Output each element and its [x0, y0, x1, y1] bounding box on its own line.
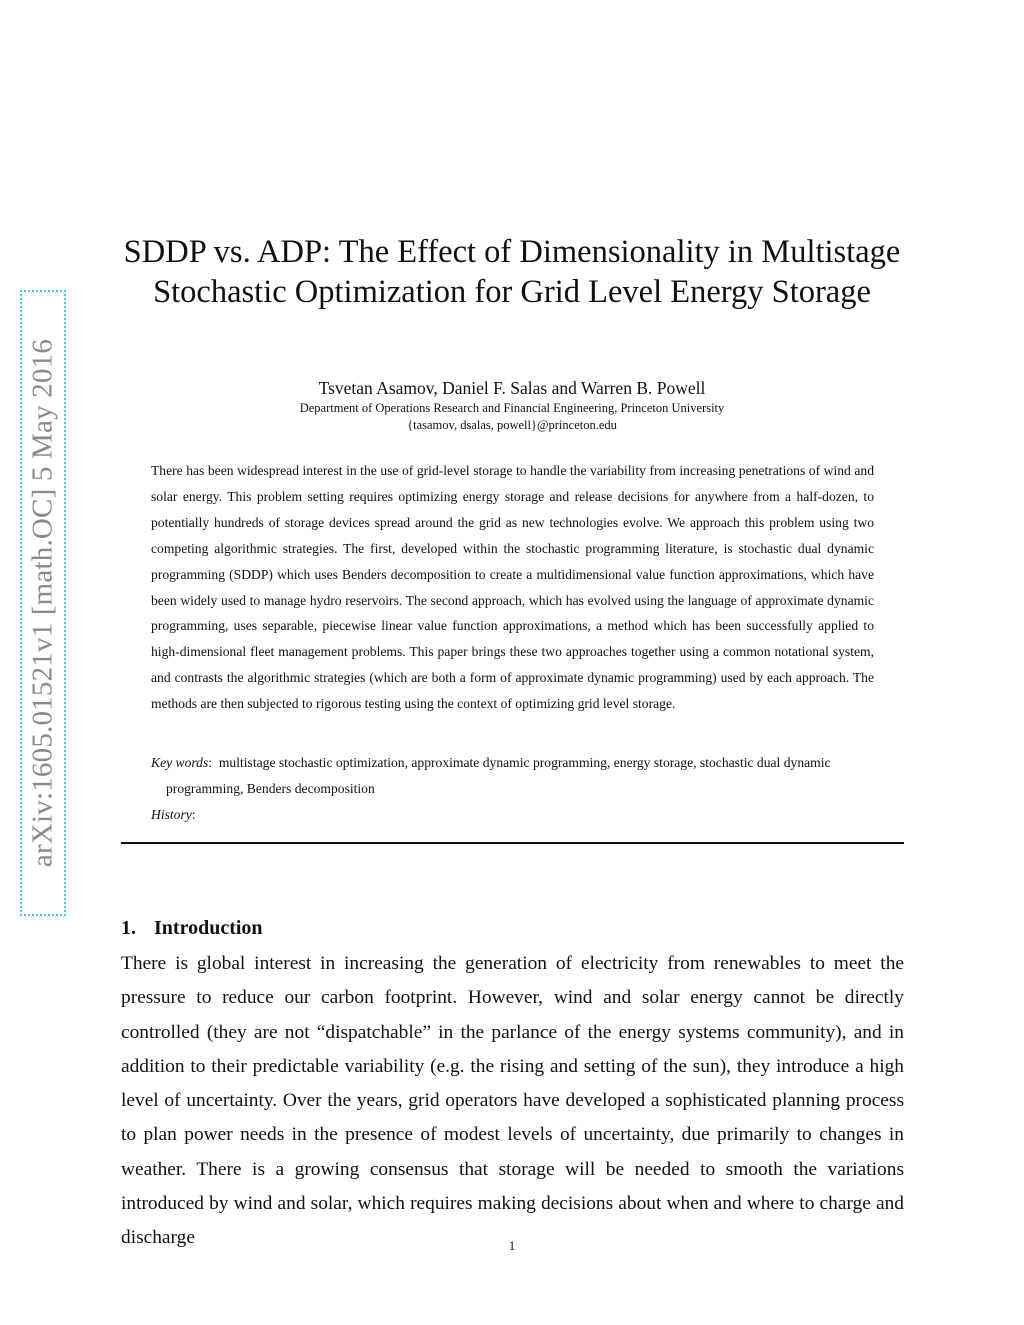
paper-title: SDDP vs. ADP: The Effect of Dimensionality in Multistage Stochastic Optimization for Grid Level Energy Storage [123, 234, 901, 310]
section-number: 1. [121, 917, 136, 939]
arxiv-stamp [20, 290, 66, 916]
section-divider [121, 842, 904, 844]
keywords-label: Key words [151, 755, 209, 770]
author-list: Tsvetan Asamov, Daniel F. Salas and Warren B. Powell [318, 378, 706, 398]
section-heading [121, 914, 263, 942]
section-title: Introduction [154, 917, 263, 939]
abstract: There has been widespread interest in the use of grid-level storage to handle the variability from increasing penetrations of wind and solar energy. This problem setting requires optimizing energy storage and release decisions for anywhere from a half-dozen, to potentially hundreds of storage devices spread around the grid as new technologies evolve. We approach this problem using two competing algorithmic strategies. The first, developed within the stochastic programming literature, is stochastic dual dynamic programming (SDDP) which uses Benders decomposition to create a multidimensional value function approximations, which have been widely used to manage hydro reservoirs. The second approach, which has evolved using the language of approximate dynamic programming, uses separable, piecewise linear value function approximations, a method which has been successfully applied to high-dimensional fleet management problems. This paper brings these two approaches together using a common notational system, and contrasts the algorithmic strategies (which are both a form of approximate dynamic programming) used by each approach. The methods are then subjected to rigorous testing using the context of optimizing grid level storage. [151, 463, 874, 712]
history-label: History [151, 807, 192, 822]
history-block: History: [151, 807, 196, 822]
arxiv-identifier: arXiv:1605.01521v1 [math.OC] 5 May 2016 [26, 338, 59, 868]
author-emails: {tasamov, dsalas, powell}@princeton.edu [407, 418, 617, 432]
page-number: 1 [508, 1238, 516, 1253]
keywords-block: Key words: multistage stochastic optimization, approximate dynamic programming, energy storage, stochastic dual dynamic programming, Benders decomposition [151, 755, 831, 796]
keywords-text: multistage stochastic optimization, approximate dynamic programming, energy storage, stochastic dual dynamic programming, Benders decomposition [166, 755, 831, 796]
introduction-paragraph: There is global interest in increasing the generation of electricity from renewables to meet the pressure to reduce our carbon footprint. However, wind and solar energy cannot be directly controlled (they are not “dispatchable” in the parlance of the energy systems community), and in addition to their predictable variability (e.g. the rising and setting of the sun), they introduce a high level of uncertainty. Over the years, grid operators have developed a sophisticated planning process to plan power needs in the presence of modest levels of uncertainty, due primarily to changes in weather. There is a growing consensus that storage will be needed to smooth the variations introduced by wind and solar, which requires making decisions about when and where to charge and discharge [121, 953, 904, 1249]
author-affiliation: Department of Operations Research and Financial Engineering, Princeton University [299, 401, 725, 415]
